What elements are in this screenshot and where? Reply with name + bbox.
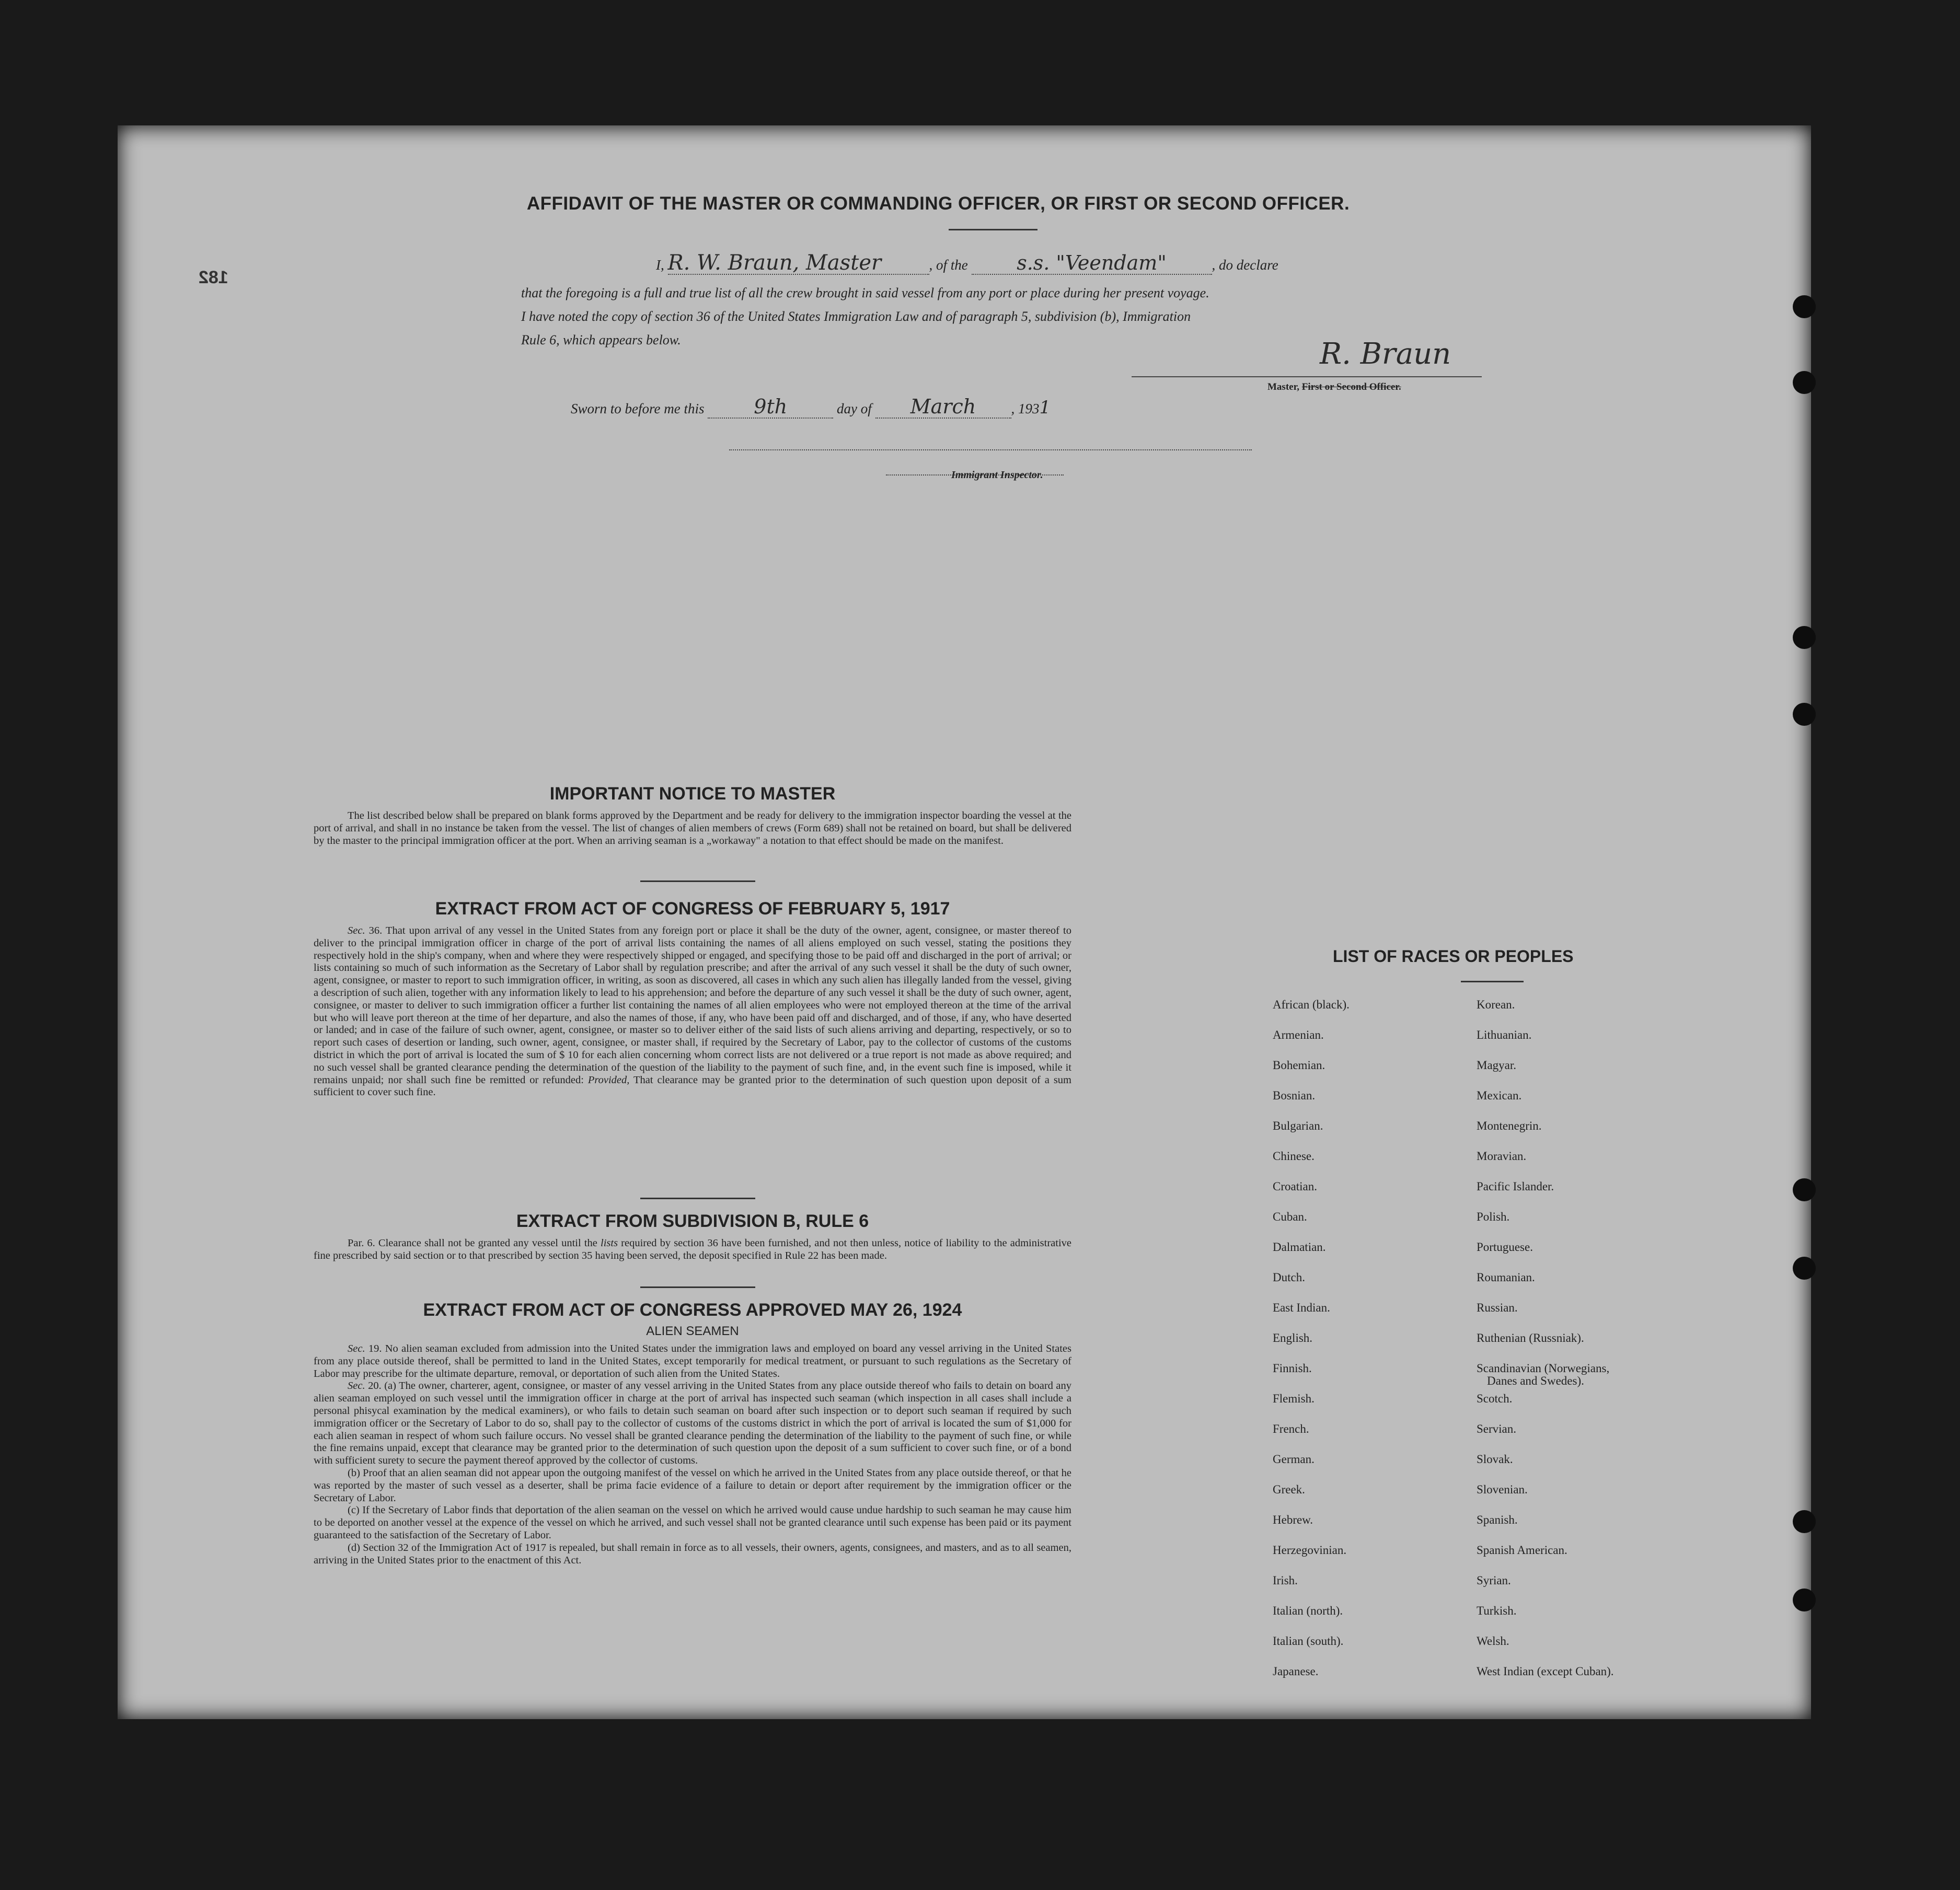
- race-item: Danes and Swedes).: [1487, 1374, 1584, 1387]
- race-item: Cuban.: [1273, 1210, 1307, 1223]
- race-item: Mexican.: [1477, 1089, 1522, 1102]
- race-item: Hebrew.: [1273, 1513, 1313, 1526]
- race-item: Roumanian.: [1477, 1271, 1535, 1284]
- sec36-label: Sec.: [348, 925, 365, 936]
- race-item: Portuguese.: [1477, 1240, 1533, 1254]
- race-item: Servian.: [1477, 1422, 1517, 1435]
- race-item: Slovak.: [1477, 1453, 1513, 1466]
- race-item: Spanish.: [1477, 1513, 1518, 1526]
- race-item: Croatian.: [1273, 1180, 1317, 1193]
- sworn-line: [571, 396, 1051, 420]
- signature-caption: [1267, 381, 1401, 393]
- race-item: Dalmatian.: [1273, 1240, 1326, 1254]
- declaration-line-3: I have noted the copy of section 36 of the United States Immigration Law and of paragraph 5, subdivision (b), Immigration: [521, 309, 1191, 324]
- race-item: Flemish.: [1273, 1392, 1315, 1405]
- race-item: Lithuanian.: [1477, 1028, 1532, 1041]
- extract-rule6-text: [314, 1237, 1071, 1262]
- race-item: Italian (north).: [1273, 1604, 1343, 1617]
- sec36-text-end: That clearance may be granted prior to the determination of such question upon deposit of a sum sufficient to cover such fine.: [314, 1074, 1071, 1098]
- race-item: West Indian (except Cuban).: [1477, 1665, 1614, 1678]
- races-title: LIST OF RACES OR PEOPLES: [1333, 947, 1574, 966]
- binder-hole: [1793, 703, 1816, 726]
- race-item: Pacific Islander.: [1477, 1180, 1554, 1193]
- extract-1917-title: EXTRACT FROM ACT OF CONGRESS OF FEBRUARY 5, 1917: [435, 899, 950, 919]
- binder-hole: [1793, 626, 1816, 649]
- race-item: Scandinavian (Norwegians,: [1477, 1362, 1610, 1375]
- sec36-provided: Provided,: [587, 1074, 630, 1086]
- sec20d-paragraph: (d) Section 32 of the Immigration Act of 1917 is repealed, but shall remain in force as to all vessels, their owners, agents, consignees, and masters, and as to all seamen, arriving in the United States prior to the enactment of this Act.: [314, 1541, 1071, 1566]
- sworn-year-digit: 1: [1039, 397, 1051, 418]
- rule-rule6: [640, 1198, 755, 1199]
- extract-1917-text: [314, 925, 1071, 1099]
- race-item: Russian.: [1477, 1301, 1518, 1314]
- rule6-text-a: Par. 6. Clearance shall not be granted any vessel until the: [348, 1237, 597, 1249]
- race-item: English.: [1273, 1331, 1313, 1344]
- signature-caption-master: Master,: [1267, 381, 1300, 392]
- race-item: Ruthenian (Russniak).: [1477, 1331, 1584, 1344]
- extract-rule6-title: EXTRACT FROM SUBDIVISION B, RULE 6: [516, 1211, 869, 1231]
- race-item: Italian (south).: [1273, 1634, 1344, 1648]
- race-item: Spanish American.: [1477, 1544, 1567, 1557]
- page-number: 182: [199, 268, 228, 287]
- declaration-line-2: that the foregoing is a full and true list of all the crew brought in said vessel from any port or place during her present voyage.: [521, 285, 1209, 300]
- race-item: Welsh.: [1477, 1634, 1509, 1648]
- sworn-year-prefix: , 193: [1011, 401, 1040, 416]
- extract-1924-text: [314, 1343, 1071, 1567]
- sec36-paragraph: [314, 925, 1071, 1099]
- master-signature: R. Braun: [1320, 337, 1451, 371]
- title-rule: [949, 229, 1037, 230]
- race-item: Montenegrin.: [1477, 1119, 1542, 1132]
- sec20-label: Sec.: [348, 1380, 365, 1392]
- binder-hole: [1793, 1178, 1816, 1201]
- alien-seamen-subtitle: ALIEN SEAMEN: [646, 1324, 739, 1338]
- race-item: Armenian.: [1273, 1028, 1324, 1041]
- notice-text: [314, 810, 1071, 847]
- rule6-text-b: required by section 36 have been furnished, and not then unless, notice of liability to the administrative fine prescribed by said section or to that prescribed by section 35 having been served, the deposit specified in Rule 22 has been made.: [314, 1237, 1072, 1261]
- race-item: Moravian.: [1477, 1150, 1527, 1163]
- affidavit-title: AFFIDAVIT OF THE MASTER OR COMMANDING OFFICER, OR FIRST OR SECOND OFFICER.: [526, 193, 1350, 214]
- race-item: Syrian.: [1477, 1574, 1511, 1587]
- notice-title: IMPORTANT NOTICE TO MASTER: [549, 784, 836, 804]
- sec19-text: 19. No alien seaman excluded from admission into the United States under the immigration laws and employed on board any vessel arriving in the United States from any place outside thereof, shall be permitted to land in the United States, except temporarily for medical treatment, or pursuant to such regulations as the Secretary of Labor may prescribe for the ultimate departure, removal, or deportation of such alien from the United States.: [314, 1343, 1072, 1379]
- rule6-paragraph: [314, 1237, 1071, 1262]
- sworn-day: 9th: [708, 396, 833, 419]
- binder-hole: [1793, 1588, 1816, 1611]
- rule-1924: [640, 1286, 755, 1288]
- sec20a-paragraph: [314, 1380, 1071, 1467]
- binder-hole: [1793, 371, 1816, 394]
- notice-paragraph: The list described below shall be prepared on blank forms approved by the Department and be ready for delivery to the immigration inspector boarding the vessel at the port of arrival, and shall in no instance be taken from the vessel. The list of changes of alien members of crews (Form 689) shall not be retained on board, but shall be delivered by the master to the principal immigration officer at the port. When an arriving seaman is a „workaway" a notation to that effect should be made on the manifest.: [314, 810, 1071, 847]
- sec20a-text: 20. (a) The owner, charterer, agent, consignee, or master of any vessel arriving in the United States from any place outside thereof who fails to detain on board any alien seaman employed on such vessel until the immigration officer in charge at the port of arrival has inspected such seaman (which inspection in all cases shall include a personal phisycal examination by the medical examiners), or who fails to detain such seaman on board after such inspection or to deport such seaman if required by such immigration officer or the Secretary of Labor to do so, shall pay to the collector of customs of the customs district in which the port of arrival is located the sum of $1,000 for each alien seaman in respect of whom such failure occurs. No vessel shall be granted clearance pending the determination of the liability to the payment of such fine, or while the fine remains unpaid, except that clearance may be granted prior to the determination of such question upon the deposit of a sum sufficient to cover such fine, or of a bond with sufficient surety to secure the payment thereof approved by the collector of customs.: [314, 1380, 1072, 1467]
- signature-caption-struck: First or Second Officer.: [1301, 381, 1401, 392]
- sec19-label: Sec.: [348, 1343, 365, 1354]
- rule-1917: [640, 880, 755, 882]
- sec20b-paragraph: (b) Proof that an alien seaman did not appear upon the outgoing manifest of the vessel on which he arrived in the United States from any place outside thereof, or that he was reported by the master of such vessel as a deserter, shall be prima facie evidence of a failure to detain or deport after requirement by the immigration officer or the Secretary of Labor.: [314, 1467, 1071, 1504]
- declaration-of: , of the: [929, 257, 968, 273]
- race-item: Bohemian.: [1273, 1059, 1325, 1072]
- master-name: R. W. Braun, Master: [668, 252, 929, 275]
- race-item: Korean.: [1477, 998, 1515, 1011]
- race-item: Herzegovinian.: [1273, 1544, 1347, 1557]
- declaration-suffix: , do declare: [1212, 257, 1278, 273]
- inspector-line-1: [729, 449, 1252, 450]
- vessel-name: s.s. "Veendam": [972, 252, 1212, 275]
- race-item: East Indian.: [1273, 1301, 1330, 1314]
- binder-hole: [1793, 1510, 1816, 1533]
- race-item: French.: [1273, 1422, 1309, 1435]
- race-item: Bulgarian.: [1273, 1119, 1323, 1132]
- sec36-text: 36. That upon arrival of any vessel in the United States from any foreign port or place it shall be the duty of the owner, agent, consignee, or master thereof to deliver to the principal immigration officer in charge of the port of arrival lists containing the names of all aliens employed on such vessel, stating the positions they respectively hold in the ship's company, when and where they were respectively shipped or engaged, and specifying those to be paid off and discharged in the port of arrival; or lists containing so much of such information as the Secretary of Labor shall by regulation prescribe; and after the arrival of any such vessel it shall be the duty of such owner, agent, consignee, or master to report to such immigration officer, in writing, as soon as discovered, all cases in which any such alien has illegally landed from the vessel, giving a description of such alien, together with any information likely to lead to his apprehension; and before the departure of any such vessel it shall be the duty of such owner, agent, consignee, or master to deliver to such immigration officer a further list containing the names of all alien employees who were not employed thereon at the time of the arrival but who will leave port thereon at the time of her departure, and also the names of those, if any, who have been paid off and discharged, and of those, if any, who have deserted or landed; and in case of the failure of such owner, agent, consignee, or master so to deliver either of the said lists of such aliens arriving and departing, respectively, or so to report such cases of desertion or landing, such owner, agent, consignee, or master shall, if required by the Secretary of Labor, pay to the collector of customs of the customs district in which the port of arrival is located the sum of $ 10 for each alien concerning whom correct lists are not delivered or a true report is not made as above required; and no such vessel shall be granted clearance pending the determination of the question of the liability to the payment of such fine, and, in the event such fine is imposed, while it remains unpaid; nor shall such fine be remitted or refunded:: [314, 925, 1071, 1086]
- sworn-prefix: Sworn to before me this: [571, 401, 705, 416]
- declaration-line-4: Rule 6, which appears below.: [521, 332, 681, 347]
- race-item: Scotch.: [1477, 1392, 1513, 1405]
- race-item: Dutch.: [1273, 1271, 1305, 1284]
- sec20c-paragraph: (c) If the Secretary of Labor finds that deportation of the alien seaman on the vessel on which he arrived would cause undue hardship to such seaman he may cause him to be deported on another vessel at the expence of the vessel on which he arrived, and such vessel shall not be granted clearance until such expense has been paid or its payment guaranteed to the satisfaction of the Secretary of Labor.: [314, 1504, 1071, 1541]
- race-item: Finnish.: [1273, 1362, 1312, 1375]
- race-item: German.: [1273, 1453, 1315, 1466]
- race-item: Turkish.: [1477, 1604, 1517, 1617]
- race-item: Bosnian.: [1273, 1089, 1316, 1102]
- race-item: Magyar.: [1477, 1059, 1517, 1072]
- sworn-month: March: [875, 396, 1011, 419]
- race-item: Slovenian.: [1477, 1483, 1528, 1496]
- declaration-i: I,: [656, 257, 664, 273]
- binder-hole: [1793, 295, 1816, 318]
- inspector-caption: Immigrant Inspector.: [951, 469, 1043, 481]
- rule6-lists: lists: [601, 1237, 618, 1249]
- declaration-line-1: [656, 252, 1597, 276]
- document-sheet: [118, 125, 1811, 1719]
- race-item: Japanese.: [1273, 1665, 1319, 1678]
- extract-1924-title: EXTRACT FROM ACT OF CONGRESS APPROVED MAY 26, 1924: [423, 1300, 962, 1320]
- race-item: African (black).: [1273, 998, 1350, 1011]
- race-item: Polish.: [1477, 1210, 1510, 1223]
- signature-line: [1132, 376, 1482, 377]
- race-item: Chinese.: [1273, 1150, 1315, 1163]
- binder-hole: [1793, 1257, 1816, 1280]
- sworn-day-of: day of: [837, 401, 872, 416]
- race-item: Greek.: [1273, 1483, 1305, 1496]
- race-item: Irish.: [1273, 1574, 1298, 1587]
- sec19-paragraph: [314, 1343, 1071, 1380]
- races-rule: [1461, 981, 1524, 982]
